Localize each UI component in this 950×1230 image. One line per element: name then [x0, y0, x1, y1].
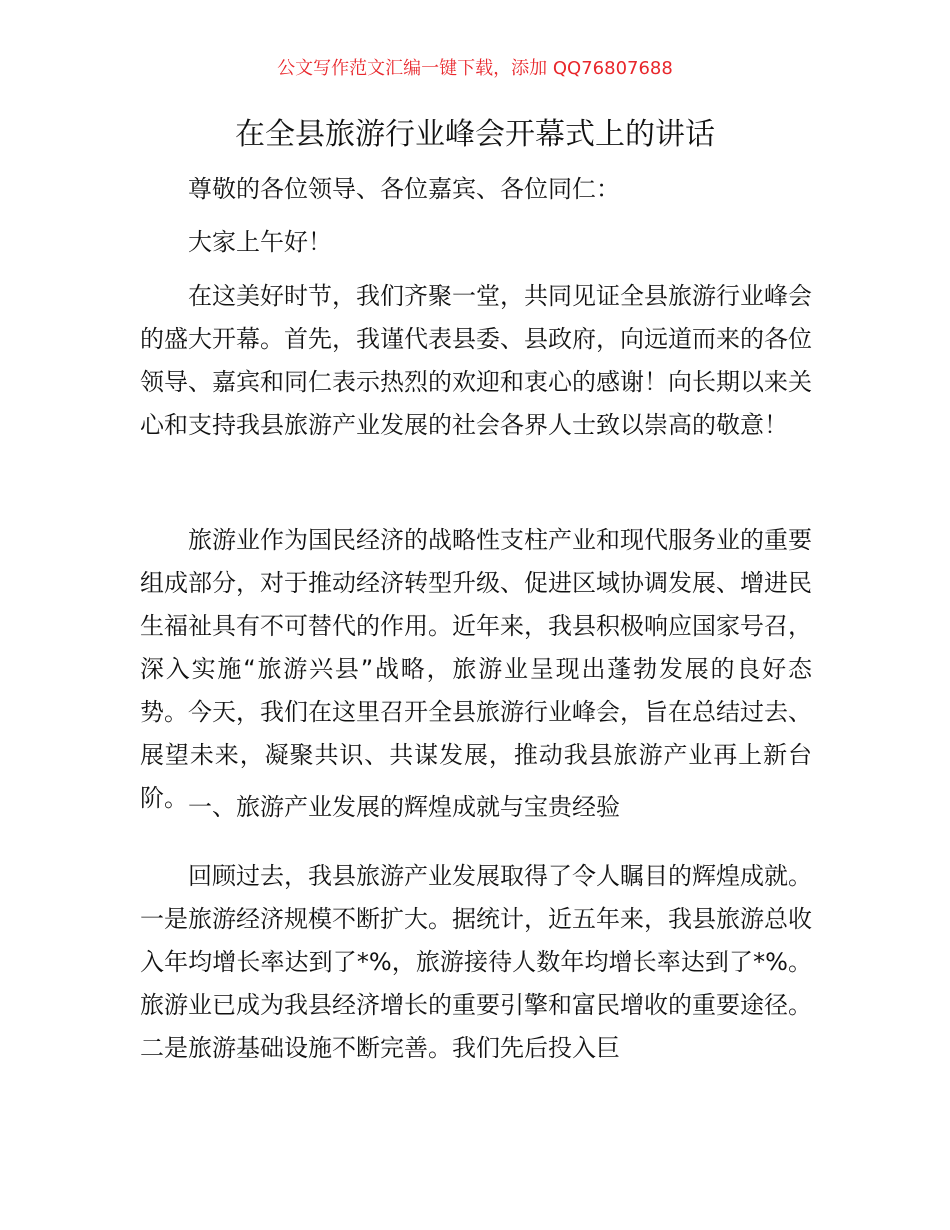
paragraph-welcome: 在这美好时节，我们齐聚一堂，共同见证全县旅游行业峰会的盛大开幕。首先，我谨代表县委、县政府，向远道而来的各位领导、嘉宾和同仁表示热烈的欢迎和衷心的感谢！向长期以来关心和支持我县旅游产业发展的社会各界人士致以崇高的敬意！	[140, 282, 812, 439]
paragraph-purpose: 旅游业作为国民经济的战略性支柱产业和现代服务业的重要组成部分，对于推动经济转型升级、促进区域协调发展、增进民生福祉具有不可替代的作用。近年来，我县积极响应国家号召，深入实施“旅游兴县”战略，旅游业呈现出蓬勃发展的良好态势。今天，我们在这里召开全县旅游行业峰会，旨在总结过去、展望未来，凝聚共识、共谋发展，推动我县旅游产业再上新台阶。	[140, 526, 812, 812]
promo-banner: 公文写作范文汇编一键下载，添加 QQ76807688	[277, 58, 673, 79]
document-title: 在全县旅游行业峰会开幕式上的讲话	[235, 117, 715, 152]
paragraph-achievements: 回顾过去，我县旅游产业发展取得了令人瞩目的辉煌成就。一是旅游经济规模不断扩大。据统计，近五年来，我县旅游总收入年均增长率达到了*%，旅游接待人数年均增长率达到了*%。旅游业已成为我县经济增长的重要引擎和富民增收的重要途径。二是旅游基础设施不断完善。我们先后投入巨	[140, 862, 812, 1062]
section-heading-achievements: 一、旅游产业发展的辉煌成就与宝贵经验	[188, 793, 620, 821]
greeting: 大家上午好！	[188, 228, 332, 256]
salutation: 尊敬的各位领导、各位嘉宾、各位同仁：	[188, 175, 620, 203]
